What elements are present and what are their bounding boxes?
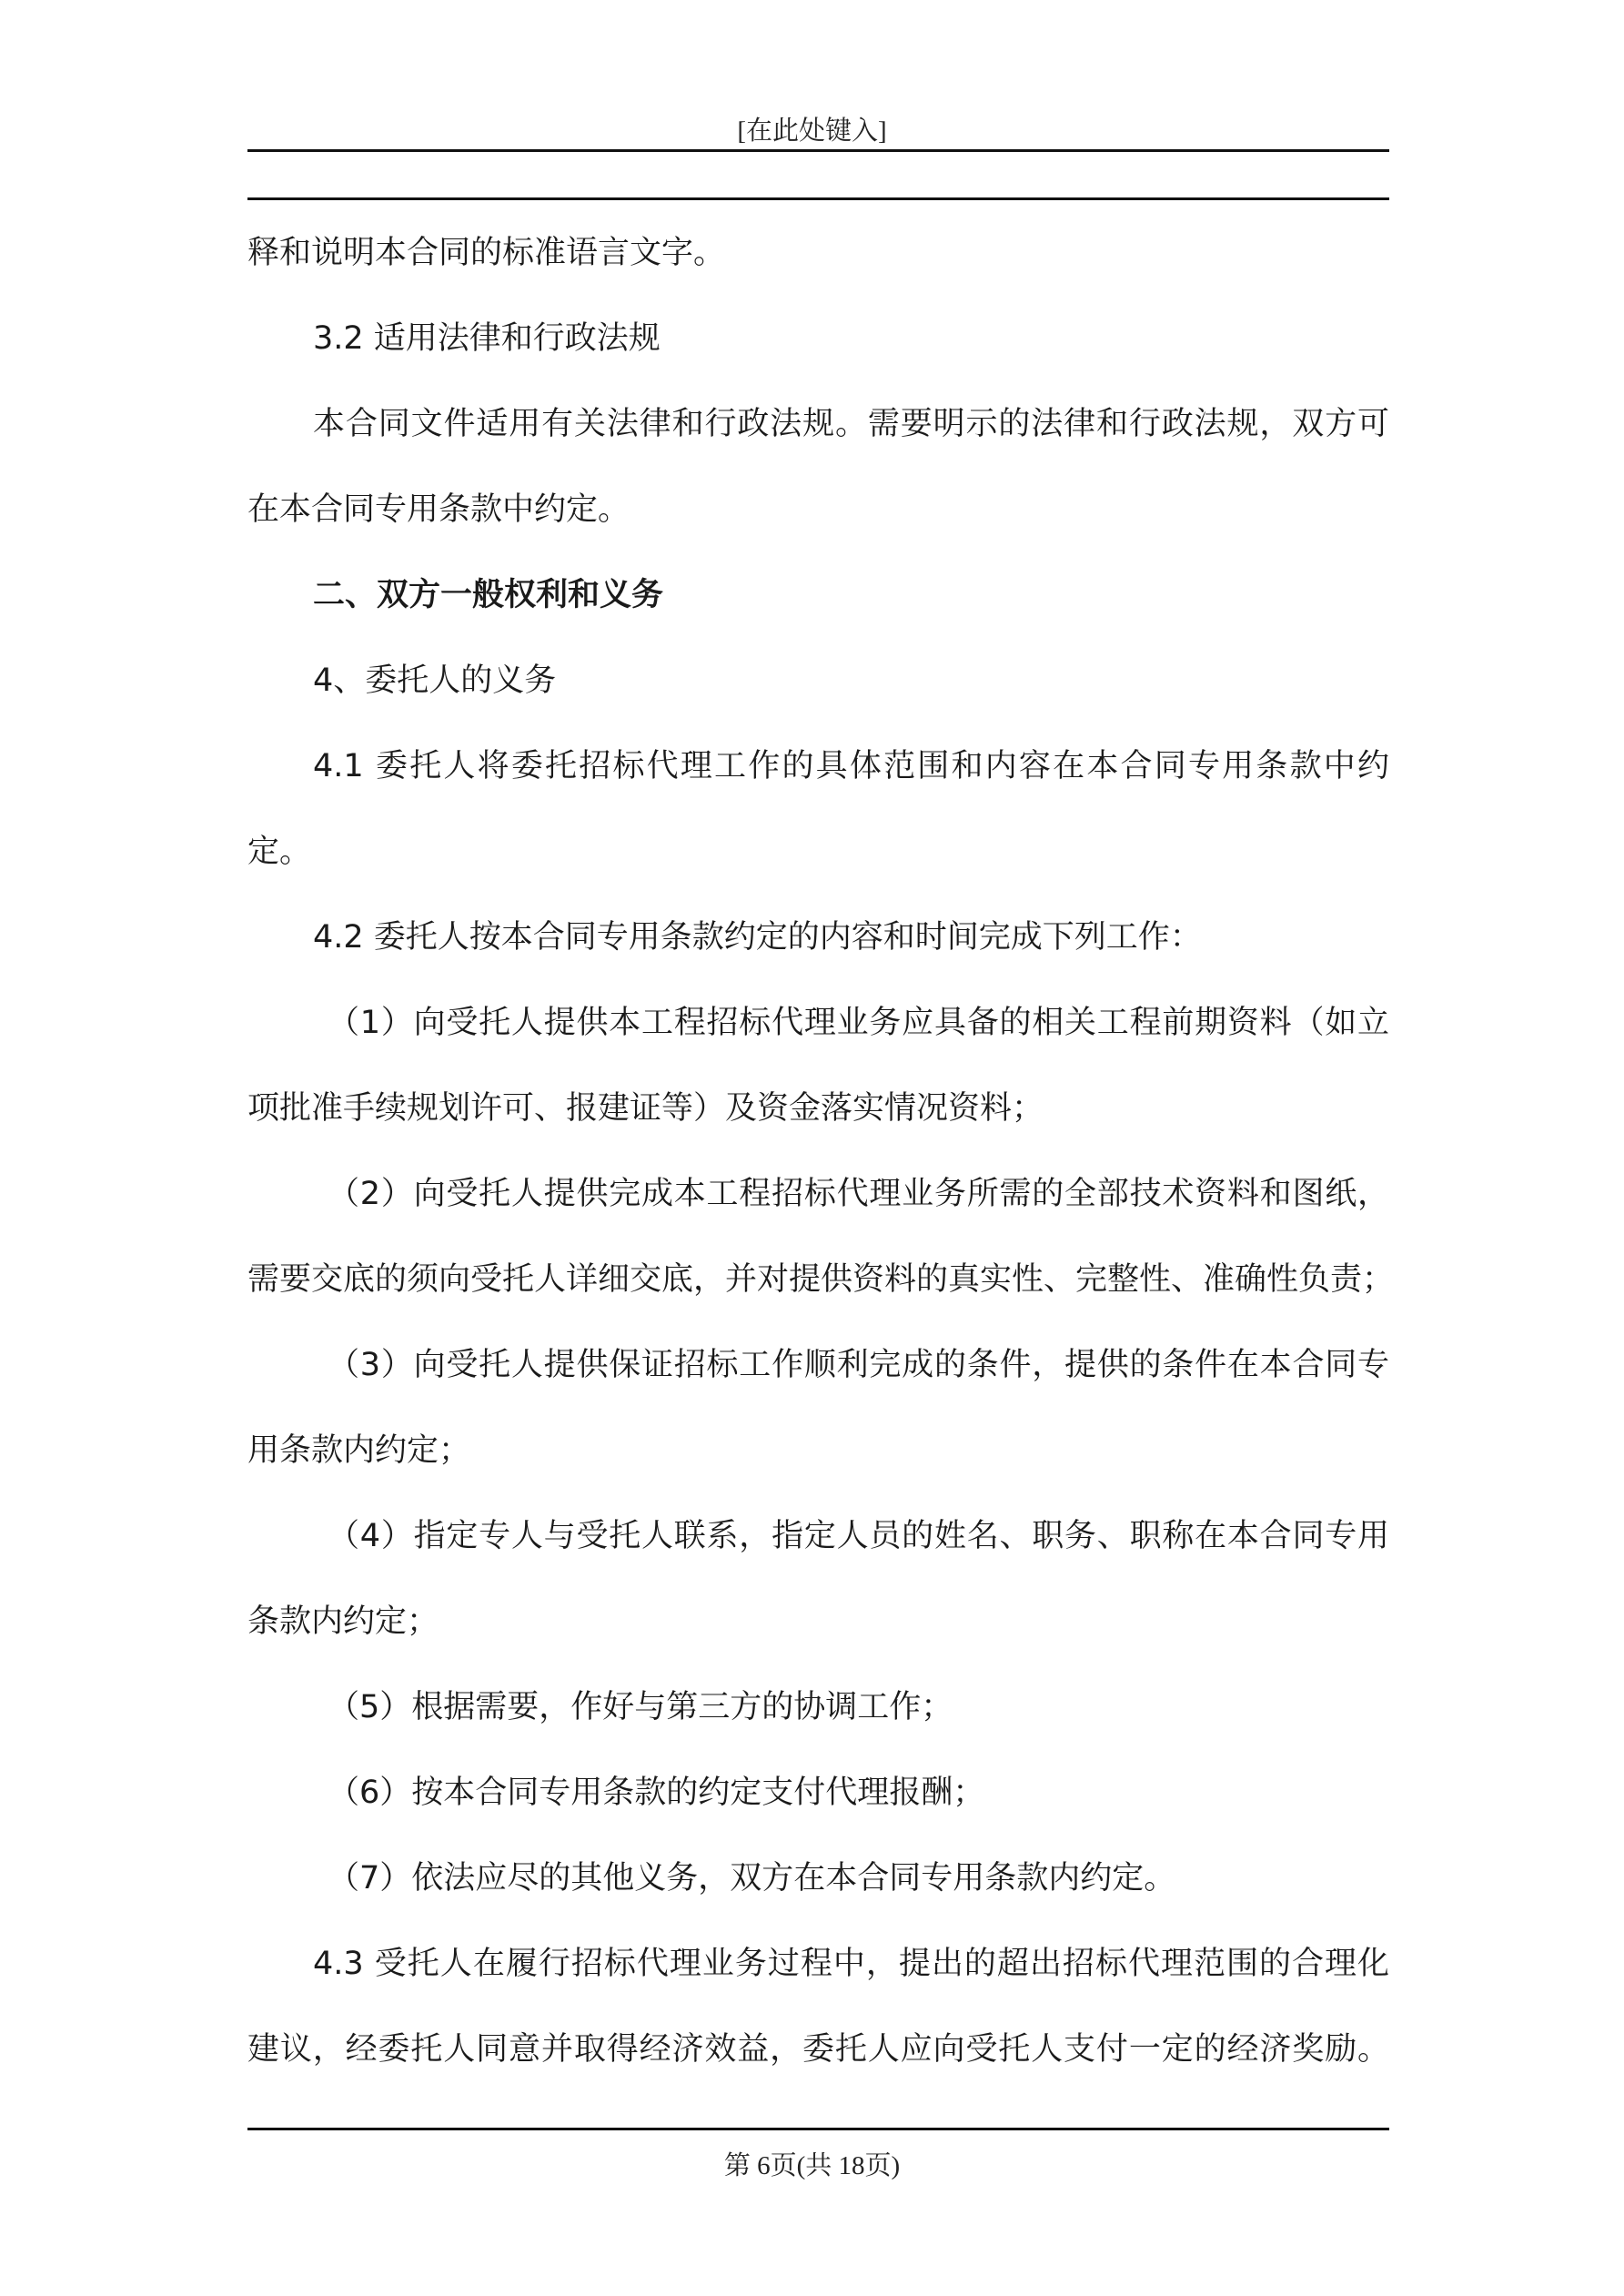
section-heading: 3.2 适用法律和行政法规 — [313, 320, 661, 357]
list-item: （5）根据需要，作好与第三方的协调工作； — [328, 1689, 953, 1725]
paragraph-line: 4.3 受托人在履行招标代理业务过程中，提出的超出招标代理范围的合理化 — [313, 1946, 1389, 1982]
list-item: （2）向受托人提供完成本工程招标代理业务所需的全部技术资料和图纸， — [328, 1176, 1389, 1212]
footer-rule — [247, 2128, 1389, 2130]
paragraph-line: 4.2 委托人按本合同专用条款约定的内容和时间完成下列工作： — [313, 919, 1202, 956]
header-rule-top — [247, 149, 1389, 152]
paragraph-line: 定。 — [247, 834, 312, 870]
list-item: （7）依法应尽的其他义务，双方在本合同专用条款内约定。 — [328, 1860, 1176, 1896]
list-item-continuation: 条款内约定； — [247, 1603, 439, 1640]
list-item: （4）指定专人与受托人联系，指定人员的姓名、职务、职称在本合同专用 — [328, 1518, 1389, 1554]
paragraph-line: 在本合同专用条款中约定。 — [247, 491, 630, 528]
page-footer: 第 6页(共 18页) — [723, 2151, 901, 2180]
list-item-continuation: 项批准手续规划许可、报建证等）及资金落实情况资料； — [247, 1090, 1044, 1127]
list-item: （6）按本合同专用条款的约定支付代理报酬； — [328, 1775, 985, 1811]
list-item-continuation: 需要交底的须向受托人详细交底，并对提供资料的真实性、完整性、准确性负责； — [247, 1261, 1395, 1298]
paragraph-line: 4.1 委托人将委托招标代理工作的具体范围和内容在本合同专用条款中约 — [313, 748, 1389, 784]
page-header: [在此处键入] — [737, 116, 887, 146]
document-body — [247, 210, 1395, 2092]
paragraph-line: 建议，经委托人同意并取得经济效益，委托人应向受托人支付一定的经济奖励。 — [247, 2031, 1389, 2068]
list-item-continuation: 用条款内约定； — [247, 1432, 471, 1469]
chapter-heading: 二、双方一般权利和义务 — [313, 577, 664, 613]
text-line: 释和说明本合同的标准语言文字。 — [247, 235, 726, 271]
list-item: （1）向受托人提供本工程招标代理业务应具备的相关工程前期资料（如立 — [328, 1005, 1389, 1041]
list-item: （3）向受托人提供保证招标工作顺利完成的条件，提供的条件在本合同专 — [328, 1347, 1389, 1383]
header-rule-bottom — [247, 197, 1389, 200]
paragraph-line: 本合同文件适用有关法律和行政法规。需要明示的法律和行政法规，双方可 — [313, 406, 1389, 442]
section-heading: 4、委托人的义务 — [313, 663, 557, 699]
